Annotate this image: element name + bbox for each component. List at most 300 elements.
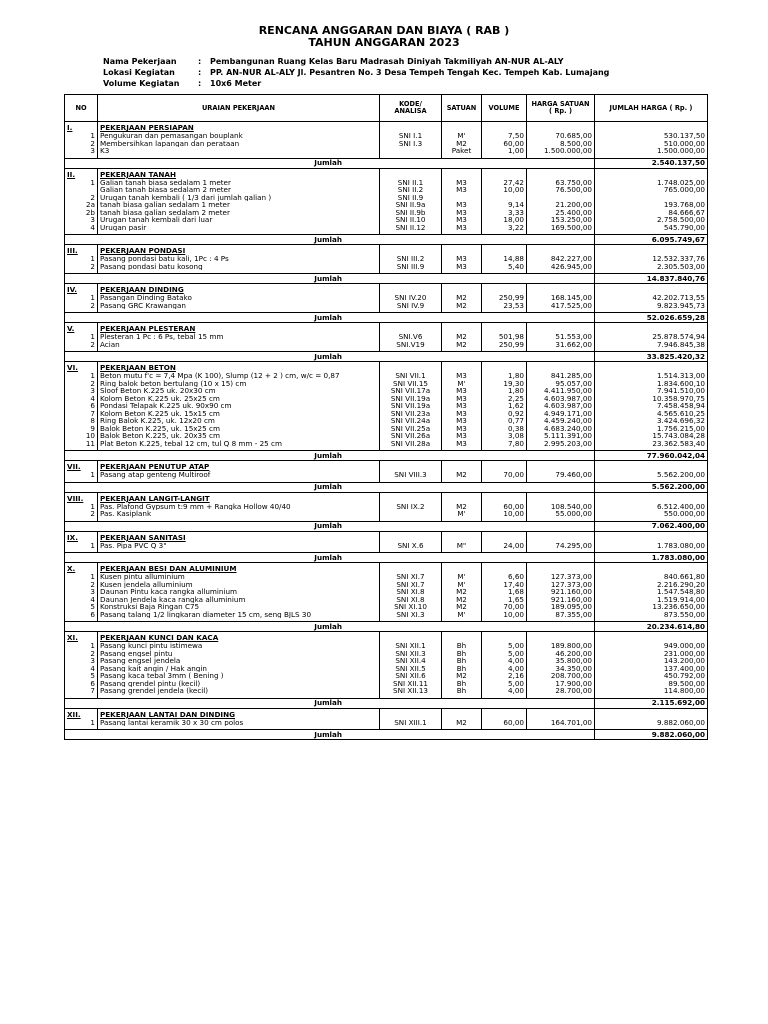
- item-satuan: M2: [442, 140, 482, 148]
- section-total-row: [65, 313, 708, 323]
- item-volume: 2,16: [482, 672, 527, 680]
- table-row: [65, 255, 708, 263]
- item-satuan: M2: [442, 596, 482, 604]
- item-jumlah: 6.512.400,00: [595, 503, 708, 511]
- item-harga: 2.995.203,00: [527, 440, 595, 448]
- item-no: 8: [65, 417, 98, 425]
- section-header-row: [65, 325, 708, 333]
- table-row: [65, 395, 708, 403]
- section-total-value: 7.062.400,00: [595, 521, 708, 531]
- section-header-row: [65, 171, 708, 179]
- item-jumlah: 530.137,50: [595, 132, 708, 140]
- item-uraian: Plat Beton K.225, tebal 12 cm, tul Q 8 mm - 25 cm: [98, 440, 380, 448]
- item-kode: SNI XI.7: [380, 573, 442, 581]
- item-uraian: Pasang kunci pintu istimewa: [98, 642, 380, 650]
- item-satuan: M3: [442, 417, 482, 425]
- item-harga: 95.057,00: [527, 380, 595, 388]
- table-row: [65, 186, 708, 194]
- item-harga: 417.525,00: [527, 302, 595, 310]
- section-total-row: [65, 352, 708, 362]
- item-jumlah: 15.743.084,28: [595, 432, 708, 440]
- total-label: Jumlah: [65, 521, 595, 531]
- item-harga: 25.400,00: [527, 209, 595, 217]
- item-satuan: M3: [442, 216, 482, 224]
- item-kode: SNI IV.20: [380, 294, 442, 302]
- table-row: [65, 432, 708, 440]
- item-harga: 74.295,00: [527, 542, 595, 550]
- item-jumlah: 550.000,00: [595, 510, 708, 518]
- section-number: XII.: [65, 711, 98, 719]
- table-row: [65, 672, 708, 680]
- col-header-volume: VOLUME: [482, 95, 527, 122]
- item-volume: 5,00: [482, 650, 527, 658]
- section-total-value: 9.882.060,00: [595, 730, 708, 740]
- item-volume: 1,68: [482, 588, 527, 596]
- item-jumlah: 143.200,00: [595, 657, 708, 665]
- total-label: Jumlah: [65, 313, 595, 323]
- item-no: 1: [65, 573, 98, 581]
- item-no: 2: [65, 650, 98, 658]
- table-row: [65, 588, 708, 596]
- item-kode: SNI VII.24a: [380, 417, 442, 425]
- item-harga: 127.373,00: [527, 581, 595, 589]
- table-row: [65, 140, 708, 148]
- table-row: [65, 402, 708, 410]
- table-row: [65, 410, 708, 418]
- table-row: [65, 657, 708, 665]
- item-harga: 46.200,00: [527, 650, 595, 658]
- item-harga: 842.227,00: [527, 255, 595, 263]
- item-jumlah: 1.500.000,00: [595, 147, 708, 155]
- item-volume: 17,40: [482, 581, 527, 589]
- item-jumlah: 7.946.845,38: [595, 341, 708, 349]
- item-volume: 7,50: [482, 132, 527, 140]
- item-jumlah: 765.000,00: [595, 186, 708, 194]
- item-satuan: M': [442, 380, 482, 388]
- item-volume: 3,33: [482, 209, 527, 217]
- item-satuan: M2: [442, 471, 482, 479]
- item-kode: SNI I.1: [380, 132, 442, 140]
- item-satuan: M2: [442, 719, 482, 727]
- item-no: 6: [65, 680, 98, 688]
- table-row: [65, 263, 708, 271]
- item-jumlah: 1.748.025,00: [595, 179, 708, 187]
- item-jumlah: 450.792,00: [595, 672, 708, 680]
- item-jumlah: 840.661,80: [595, 573, 708, 581]
- document-subtitle: TAHUN ANGGARAN 2023: [308, 36, 460, 49]
- section-header-row: [65, 534, 708, 542]
- item-volume: 4,00: [482, 687, 527, 695]
- table-row: [65, 179, 708, 187]
- table-row: [65, 302, 708, 310]
- item-uraian: Pasang pondasi batu kosong: [98, 263, 380, 271]
- section-total-row: [65, 730, 708, 740]
- item-harga: 127.373,00: [527, 573, 595, 581]
- item-volume: [482, 194, 527, 202]
- item-jumlah: 9.882.060,00: [595, 719, 708, 727]
- item-uraian: Pasang lantai keramik 30 x 30 cm polos: [98, 719, 380, 727]
- info-value: PP. AN-NUR AL-ALY Jl. Pesantren No. 3 Desa Tempeh Tengah Kec. Tempeh Kab. Lumajang: [210, 68, 610, 77]
- item-uraian: Ring Balok K.225, uk. 12x20 cm: [98, 417, 380, 425]
- total-label: Jumlah: [65, 698, 595, 708]
- item-satuan: M2: [442, 503, 482, 511]
- item-uraian: Galian tanah biasa sedalam 2 meter: [98, 186, 380, 194]
- item-harga: 17.900,00: [527, 680, 595, 688]
- section-total-value: 77.960.042,04: [595, 451, 708, 461]
- item-no: 2b: [65, 209, 98, 217]
- item-volume: 14,88: [482, 255, 527, 263]
- item-satuan: M': [442, 611, 482, 619]
- item-no: 2: [65, 510, 98, 518]
- total-label: Jumlah: [65, 352, 595, 362]
- section-title: PEKERJAAN PERSIAPAN: [98, 124, 380, 132]
- item-volume: 60,00: [482, 503, 527, 511]
- section-title: PEKERJAAN PLESTERAN: [98, 325, 380, 333]
- info-value: Pembangunan Ruang Kelas Baru Madrasah Diniyah Takmiliyah AN-NUR AL-ALY: [210, 57, 564, 66]
- table-row: [65, 209, 708, 217]
- item-jumlah: 1.756.215,00: [595, 425, 708, 433]
- item-satuan: M3: [442, 395, 482, 403]
- table-row: [65, 216, 708, 224]
- item-satuan: M': [442, 510, 482, 518]
- item-no: 7: [65, 687, 98, 695]
- table-row: [65, 440, 708, 448]
- item-uraian: Daunan Jendela kaca rangka alluminium: [98, 596, 380, 604]
- item-jumlah: 114.800,00: [595, 687, 708, 695]
- item-harga: 153.250,00: [527, 216, 595, 224]
- info-value: 10x6 Meter: [210, 79, 262, 88]
- item-no: 2: [65, 581, 98, 589]
- project-info: [103, 56, 609, 89]
- item-volume: 1,65: [482, 596, 527, 604]
- section-number: IV.: [65, 286, 98, 294]
- item-jumlah: 4.565.610,25: [595, 410, 708, 418]
- item-satuan: M2: [442, 672, 482, 680]
- item-volume: 1,62: [482, 402, 527, 410]
- item-jumlah: [595, 194, 708, 202]
- item-uraian: Urugan pasir: [98, 224, 380, 232]
- table-row: [65, 380, 708, 388]
- item-no: 4: [65, 596, 98, 604]
- item-harga: 169.500,00: [527, 224, 595, 232]
- item-jumlah: 510.000,00: [595, 140, 708, 148]
- item-jumlah: 2.305.503,00: [595, 263, 708, 271]
- item-uraian: Beton mutu f'c = 7,4 Mpa (K 100), Slump (12 + 2 ) cm, w/c = 0,87: [98, 372, 380, 380]
- item-volume: 27,42: [482, 179, 527, 187]
- item-satuan: Bh: [442, 642, 482, 650]
- item-no: 1: [65, 719, 98, 727]
- item-kode: SNI.V19: [380, 341, 442, 349]
- item-harga: 8.500,00: [527, 140, 595, 148]
- item-volume: 10,00: [482, 611, 527, 619]
- item-kode: SNI XII.11: [380, 680, 442, 688]
- item-kode: SNI VII.28a: [380, 440, 442, 448]
- item-no: 2: [65, 140, 98, 148]
- section-number: VIII.: [65, 495, 98, 503]
- item-volume: 1,80: [482, 372, 527, 380]
- item-volume: 4,00: [482, 657, 527, 665]
- item-satuan: M3: [442, 255, 482, 263]
- item-satuan: M': [442, 581, 482, 589]
- item-harga: 4.459.240,00: [527, 417, 595, 425]
- section-total-value: 2.115.692,00: [595, 698, 708, 708]
- item-kode: SNI II.9b: [380, 209, 442, 217]
- item-kode: SNI XII.5: [380, 665, 442, 673]
- section-total-value: 6.095.749,67: [595, 235, 708, 245]
- item-satuan: Bh: [442, 657, 482, 665]
- item-harga: 63.750,00: [527, 179, 595, 187]
- section-total-row: [65, 698, 708, 708]
- info-row-lokasi: Lokasi Kegiatan : PP. AN-NUR AL-ALY Jl. Pesantren No. 3 Desa Tempeh Tengah Kec. Tempeh Kab. Lumajang: [103, 68, 610, 77]
- table-header-row: [65, 95, 708, 122]
- section-title: PEKERJAAN PENUTUP ATAP: [98, 463, 380, 471]
- col-header-uraian: URAIAN PEKERJAAN: [98, 95, 380, 122]
- item-jumlah: 1.547.548,80: [595, 588, 708, 596]
- item-volume: 0,92: [482, 410, 527, 418]
- section-header-row: [65, 364, 708, 372]
- item-no: 3: [65, 387, 98, 395]
- item-harga: 70.685,00: [527, 132, 595, 140]
- section-total-row: [65, 622, 708, 632]
- item-uraian: Pasang engsel pintu: [98, 650, 380, 658]
- item-volume: 2,25: [482, 395, 527, 403]
- table-row: [65, 471, 708, 479]
- item-kode: SNI VII.19a: [380, 402, 442, 410]
- col-header-satuan: SATUAN: [442, 95, 482, 122]
- item-kode: SNI VII.23a: [380, 410, 442, 418]
- item-no: 1: [65, 642, 98, 650]
- item-jumlah: 7.941.510,00: [595, 387, 708, 395]
- item-jumlah: 1.514.313,00: [595, 372, 708, 380]
- item-volume: 250,99: [482, 341, 527, 349]
- section-total-row: [65, 158, 708, 168]
- item-harga: 51.553,00: [527, 333, 595, 341]
- item-harga: 35.800,00: [527, 657, 595, 665]
- item-satuan: M3: [442, 209, 482, 217]
- item-kode: SNI IX.2: [380, 503, 442, 511]
- total-label: Jumlah: [65, 553, 595, 563]
- item-uraian: Daunan Pintu kaca rangka alluminium: [98, 588, 380, 596]
- item-harga: 34.350,00: [527, 665, 595, 673]
- item-kode: SNI XII.6: [380, 672, 442, 680]
- table-row: [65, 611, 708, 619]
- section-number: II.: [65, 171, 98, 179]
- section-title: PEKERJAAN KUNCI DAN KACA: [98, 634, 380, 642]
- table-row: [65, 665, 708, 673]
- section-number: X.: [65, 565, 98, 573]
- item-satuan: M3: [442, 224, 482, 232]
- item-volume: 6,60: [482, 573, 527, 581]
- item-no: 2: [65, 194, 98, 202]
- item-kode: SNI XII.1: [380, 642, 442, 650]
- item-harga: 841.285,00: [527, 372, 595, 380]
- item-uraian: Balok Beton K.225, uk. 20x35 cm: [98, 432, 380, 440]
- item-jumlah: 873.550,00: [595, 611, 708, 619]
- item-satuan: M3: [442, 186, 482, 194]
- item-jumlah: 3.424.696,32: [595, 417, 708, 425]
- item-harga: 4.949.171,00: [527, 410, 595, 418]
- section-total-row: [65, 451, 708, 461]
- item-uraian: Pasangan Dinding Batako: [98, 294, 380, 302]
- item-harga: 4.603.987,00: [527, 402, 595, 410]
- table-row: [65, 503, 708, 511]
- item-uraian: Pasang kaca tebal 3mm ( Bening ): [98, 672, 380, 680]
- item-jumlah: 25.878.574,94: [595, 333, 708, 341]
- item-harga: 921.160,00: [527, 596, 595, 604]
- item-satuan: M3: [442, 440, 482, 448]
- item-no: 1: [65, 179, 98, 187]
- item-no: 1: [65, 132, 98, 140]
- section-title: PEKERJAAN BETON: [98, 364, 380, 372]
- item-kode: SNI VII.15: [380, 380, 442, 388]
- item-no: 2: [65, 380, 98, 388]
- item-no: 1: [65, 503, 98, 511]
- item-uraian: Pasang atap genteng Multiroof: [98, 471, 380, 479]
- section-title: PEKERJAAN LANGIT-LANGIT: [98, 495, 380, 503]
- table-row: [65, 372, 708, 380]
- table-row: [65, 132, 708, 140]
- table-row: [65, 603, 708, 611]
- item-kode: SNI XII.3: [380, 650, 442, 658]
- item-no: 5: [65, 603, 98, 611]
- item-kode: SNI XI.8: [380, 596, 442, 604]
- item-kode: SNI VII.17a: [380, 387, 442, 395]
- item-no: 3: [65, 588, 98, 596]
- item-uraian: Ring balok beton bertulang (10 x 15) cm: [98, 380, 380, 388]
- section-title: PEKERJAAN DINDING: [98, 286, 380, 294]
- item-kode: SNI VII.19a: [380, 395, 442, 403]
- item-satuan: M": [442, 542, 482, 550]
- col-header-kode: KODE/ ANALISA: [380, 95, 442, 122]
- item-volume: 0,38: [482, 425, 527, 433]
- section-header-row: [65, 565, 708, 573]
- item-kode: [380, 147, 442, 155]
- section-total-value: 33.825.420,32: [595, 352, 708, 362]
- item-satuan: M3: [442, 425, 482, 433]
- item-uraian: Pasang grendel pintu (kecil): [98, 680, 380, 688]
- item-no: 1: [65, 333, 98, 341]
- table-row: [65, 650, 708, 658]
- item-satuan: M3: [442, 372, 482, 380]
- item-no: 3: [65, 216, 98, 224]
- item-volume: 501,98: [482, 333, 527, 341]
- item-satuan: Bh: [442, 650, 482, 658]
- item-no: 2: [65, 341, 98, 349]
- item-satuan: M2: [442, 588, 482, 596]
- item-no: 1: [65, 372, 98, 380]
- item-volume: 10,00: [482, 510, 527, 518]
- item-uraian: Pondasi Telapak K.225 uk. 90x90 cm: [98, 402, 380, 410]
- table-row: [65, 642, 708, 650]
- col-header-no: NO: [65, 95, 98, 122]
- section-header-row: [65, 711, 708, 719]
- item-uraian: Pasang grendel jendela (kecil): [98, 687, 380, 695]
- item-volume: 250,99: [482, 294, 527, 302]
- item-uraian: Kolom Beton K.225 uk. 25x25 cm: [98, 395, 380, 403]
- item-kode: SNI XII.4: [380, 657, 442, 665]
- section-total-value: 5.562.200,00: [595, 482, 708, 492]
- section-total-row: [65, 521, 708, 531]
- item-kode: SNI VII.26a: [380, 432, 442, 440]
- item-kode: SNI III.2: [380, 255, 442, 263]
- item-uraian: Kolom Beton K.225 uk. 15x15 cm: [98, 410, 380, 418]
- item-jumlah: 84.666,67: [595, 209, 708, 217]
- item-uraian: K3: [98, 147, 380, 155]
- section-title: PEKERJAAN SANITASI: [98, 534, 380, 542]
- item-kode: SNI I.3: [380, 140, 442, 148]
- item-harga: 426.945,00: [527, 263, 595, 271]
- item-uraian: Kusen jendela alluminium: [98, 581, 380, 589]
- item-kode: SNI II.9a: [380, 201, 442, 209]
- item-no: 3: [65, 147, 98, 155]
- item-volume: 60,00: [482, 719, 527, 727]
- item-uraian: Urugan tanah kembali dari luar: [98, 216, 380, 224]
- item-no: 5: [65, 672, 98, 680]
- item-kode: SNI II.2: [380, 186, 442, 194]
- item-kode: SNI XI.7: [380, 581, 442, 589]
- item-jumlah: 42.202.713,55: [595, 294, 708, 302]
- item-uraian: Pas. Kasiplank: [98, 510, 380, 518]
- section-number: VII.: [65, 463, 98, 471]
- item-kode: SNI.V6: [380, 333, 442, 341]
- section-number: XI.: [65, 634, 98, 642]
- section-total-value: 2.540.137,50: [595, 158, 708, 168]
- item-kode: SNI II.12: [380, 224, 442, 232]
- item-satuan: M3: [442, 402, 482, 410]
- item-harga: 189.800,00: [527, 642, 595, 650]
- item-no: 9: [65, 425, 98, 433]
- item-satuan: M3: [442, 410, 482, 418]
- table-row: [65, 387, 708, 395]
- item-no: 2a: [65, 201, 98, 209]
- table-row: [65, 542, 708, 550]
- item-volume: 3,22: [482, 224, 527, 232]
- section-total-row: [65, 274, 708, 284]
- item-no: 2: [65, 263, 98, 271]
- section-number: V.: [65, 325, 98, 333]
- item-no: 4: [65, 665, 98, 673]
- table-row: [65, 719, 708, 727]
- item-uraian: Urugan tanah kembali ( 1/3 dari jumlah galian ): [98, 194, 380, 202]
- table-row: [65, 341, 708, 349]
- item-harga: 4.683.240,00: [527, 425, 595, 433]
- item-uraian: Pengukuran dan pemasangan bouplank: [98, 132, 380, 140]
- table-row: [65, 294, 708, 302]
- item-volume: 7,80: [482, 440, 527, 448]
- item-volume: 1,80: [482, 387, 527, 395]
- item-harga: 921.160,00: [527, 588, 595, 596]
- table-row: [65, 573, 708, 581]
- item-kode: SNI II.1: [380, 179, 442, 187]
- item-volume: 5,00: [482, 642, 527, 650]
- total-label: Jumlah: [65, 235, 595, 245]
- item-kode: SNI XI.10: [380, 603, 442, 611]
- item-jumlah: 545.790,00: [595, 224, 708, 232]
- item-no: 4: [65, 224, 98, 232]
- item-harga: 164.701,00: [527, 719, 595, 727]
- item-jumlah: 12.532.337,76: [595, 255, 708, 263]
- item-uraian: Konstruksi Baja Ringan C75: [98, 603, 380, 611]
- item-satuan: M2: [442, 333, 482, 341]
- item-no: 11: [65, 440, 98, 448]
- item-jumlah: 231.000,00: [595, 650, 708, 658]
- item-uraian: tanah biasa galian sedalam 2 meter: [98, 209, 380, 217]
- table-row: [65, 201, 708, 209]
- item-harga: 1.500.000,00: [527, 147, 595, 155]
- item-volume: 5,00: [482, 680, 527, 688]
- item-jumlah: 10.358.970,75: [595, 395, 708, 403]
- item-uraian: Pasang engsel jendela: [98, 657, 380, 665]
